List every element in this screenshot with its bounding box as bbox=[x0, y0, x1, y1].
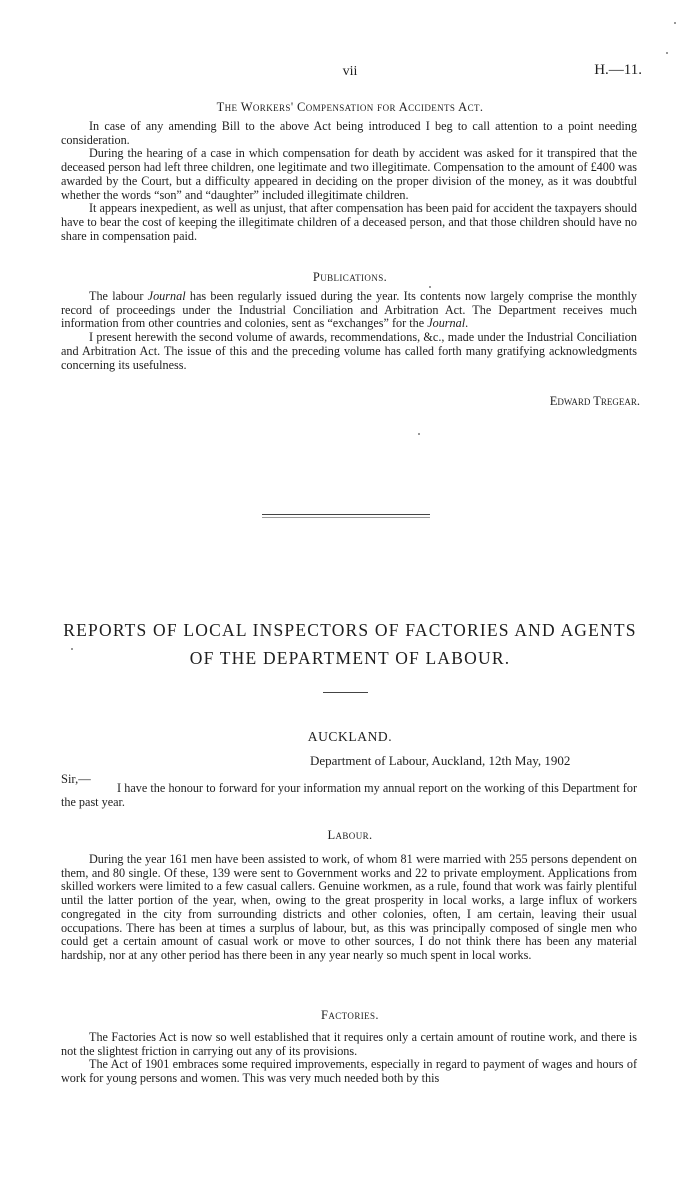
paragraph: In case of any amending Bill to the above Act being introduced I beg to call attention to a point needing consideration. bbox=[61, 119, 637, 147]
section-heading-publications: Publications. bbox=[312, 270, 388, 284]
scan-speck bbox=[429, 286, 431, 288]
journal-title: Journal bbox=[147, 289, 186, 303]
paragraph: The Factories Act is now so well established that it requires only a certain amount of routine work, and there is not the slightest friction in carrying out any of its provisions. bbox=[61, 1030, 637, 1058]
paragraph: During the hearing of a case in which compensation for death by accident was asked for it transpired that the deceased person had left three children, one legitimate and two illegitimate. Compensation to the amount of £400 was awarded by the Court, but a difficulty appeared in deciding on the proper division of the money, as it was doubtful whether the words “son” and “daughter” included illegitimate children. bbox=[61, 146, 637, 202]
paragraph: I present herewith the second volume of awards, recommendations, &c., made under the Industrial Conciliation and Arbitration Act. The issue of this and the preceding volume has called forth many gratifying acknowledgments concerning its usefulness. bbox=[61, 330, 637, 372]
scan-speck bbox=[71, 648, 73, 650]
scan-speck bbox=[674, 22, 676, 24]
document-reference: H.—11. bbox=[594, 62, 642, 78]
scan-speck bbox=[666, 52, 668, 54]
section-heading-workers-compensation: The Workers' Compensation for Accidents Act. bbox=[216, 100, 484, 114]
reports-heading-line-1: REPORTS OF LOCAL INSPECTORS OF FACTORIES AND AGENTS bbox=[63, 620, 637, 640]
scan-speck bbox=[418, 433, 420, 435]
journal-title: Journal bbox=[427, 316, 466, 331]
section-workers-compensation-body bbox=[61, 120, 637, 243]
section-publications-body bbox=[61, 290, 637, 372]
paragraph: The labour Journal has been regularly issued during the year. Its contents now largely comprise the monthly record of proceedings under the Industrial Conciliation and Arbitration Act. The Department receives much information from other countries and colonies, sent as “exchanges” for the Journal. bbox=[61, 289, 637, 331]
page-number: vii bbox=[342, 64, 358, 79]
dateline: Department of Labour, Auckland, 12th May, 1902 bbox=[310, 753, 571, 768]
paragraph: The Act of 1901 embraces some required improvements, especially in regard to payment of wages and hours of work for young persons and women. This was very much needed both by this bbox=[61, 1057, 637, 1086]
paragraph: During the year 161 men have been assisted to work, of whom 81 were married with 255 persons dependent on them, and 80 single. Of these, 139 were sent to Government works and 22 to private employment. Applications from skilled workers were limited to a few casual callers. Genuine workmen, as a rule, found that work was fairly plentiful until the latter portion of the year, when, owing to the great prosperity in local works, a large influx of workers congregated in the city from surrounding districts and other colonies, often, I am certain, leaving their usual occupations. There has been at times a surplus of labour, but, as this was principally composed of single men who could get a certain amount of casual work or move to other sources, I do not think there has been any material hardship, nor at any other period has there been in any year nearly so much spent in local works. bbox=[61, 852, 637, 962]
section-factories-body bbox=[61, 1031, 637, 1086]
signature: Edward Tregear. bbox=[549, 394, 640, 408]
short-divider bbox=[323, 692, 368, 693]
section-divider bbox=[262, 514, 430, 515]
reports-heading-line-2: OF THE DEPARTMENT OF LABOUR. bbox=[189, 648, 511, 668]
section-labour-body bbox=[61, 853, 637, 963]
intro-paragraph bbox=[61, 781, 637, 809]
section-heading-factories: Factories. bbox=[321, 1008, 379, 1022]
salutation: Sir,— bbox=[61, 772, 91, 786]
paragraph: I have the honour to forward for your information my annual report on the working of this Department for the past year. bbox=[61, 781, 637, 809]
section-divider bbox=[262, 517, 430, 518]
location-heading: AUCKLAND. bbox=[307, 729, 393, 744]
section-heading-labour: Labour. bbox=[327, 828, 373, 842]
paragraph: It appears inexpedient, as well as unjust, that after compensation has been paid for accident the taxpayers should have to bear the cost of keeping the illegitimate children of a deceased person, and that those children should have no share in compensation paid. bbox=[61, 201, 637, 243]
